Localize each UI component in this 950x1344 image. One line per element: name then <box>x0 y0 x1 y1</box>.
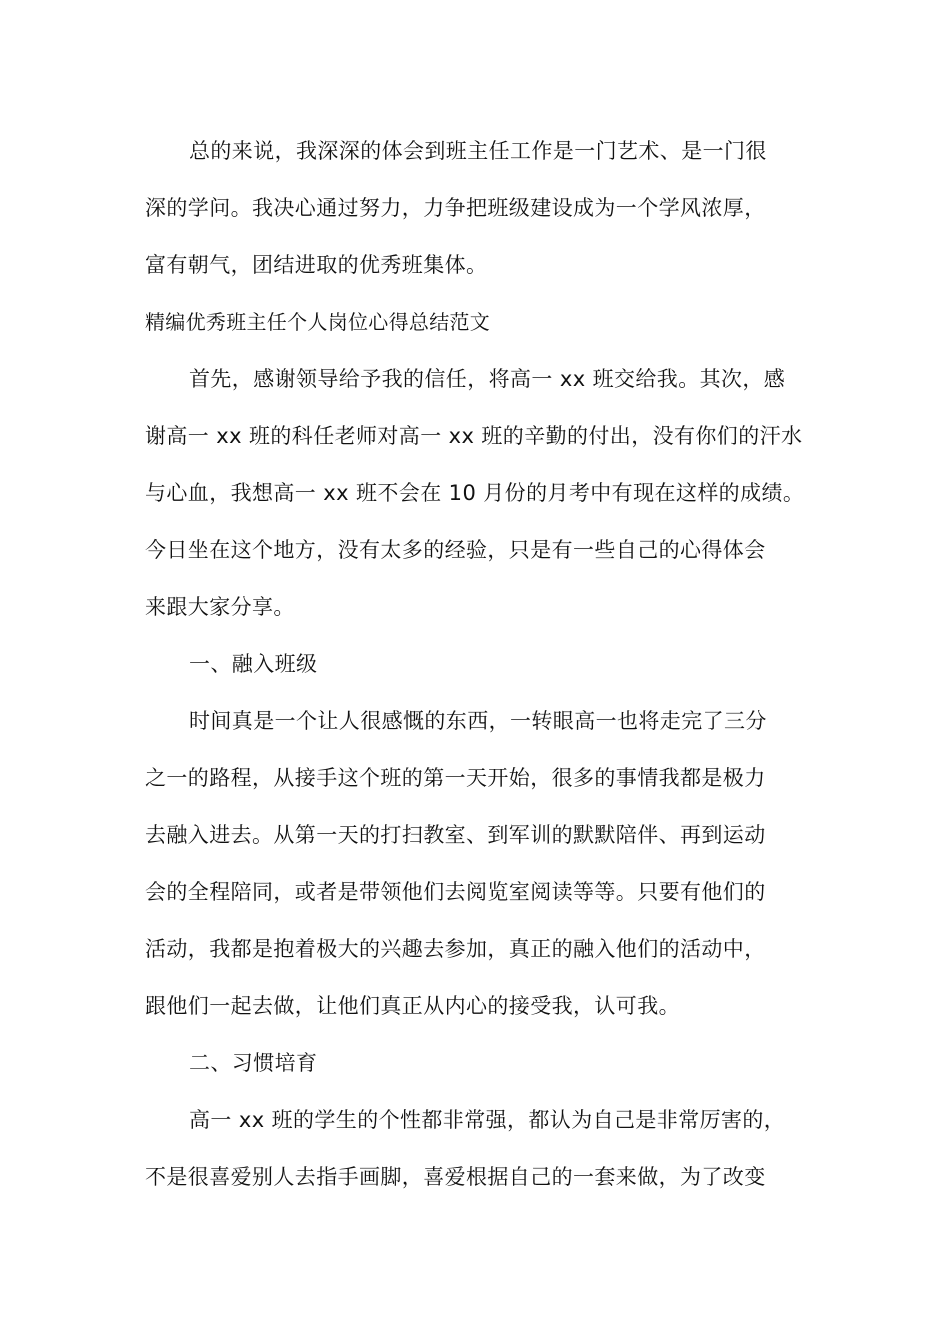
paragraph-line: 首先，感谢领导给予我的信任，将高一 xx 班交给我。其次，感 <box>189 367 786 391</box>
paragraph-line: 之一的路程，从接手这个班的第一天开始，很多的事情我都是极力 <box>145 766 766 790</box>
paragraph-line: 去融入进去。从第一天的打扫教室、到军训的默默陪伴、再到运动 <box>145 823 766 847</box>
subheading: 二、习惯培育 <box>189 1051 318 1075</box>
subheading: 一、融入班级 <box>189 652 318 676</box>
paragraph-line: 时间真是一个让人很感慨的东西，一转眼高一也将走完了三分 <box>189 709 767 733</box>
paragraph-line: 深的学问。我决心通过努力，力争把班级建设成为一个学风浓厚， <box>145 196 766 220</box>
paragraph-line: 与心血，我想高一 xx 班不会在 10 月份的月考中有现在这样的成绩。 <box>145 481 805 505</box>
section-title: 精编优秀班主任个人岗位心得总结范文 <box>145 310 491 334</box>
paragraph-line: 今日坐在这个地方，没有太多的经验，只是有一些自己的心得体会 <box>145 538 766 562</box>
paragraph-line: 会的全程陪同，或者是带领他们去阅览室阅读等等。只要有他们的 <box>145 880 766 904</box>
paragraph-line: 富有朝气，团结进取的优秀班集体。 <box>145 253 488 277</box>
paragraph-line: 谢高一 xx 班的科任老师对高一 xx 班的辛勤的付出，没有你们的汗水 <box>145 424 803 448</box>
paragraph-line: 来跟大家分享。 <box>145 595 295 619</box>
paragraph-line: 高一 xx 班的学生的个性都非常强，都认为自己是非常厉害的， <box>189 1108 786 1132</box>
paragraph-line: 跟他们一起去做，让他们真正从内心的接受我，认可我。 <box>145 994 680 1018</box>
paragraph-line: 活动，我都是抱着极大的兴趣去参加，真正的融入他们的活动中， <box>145 937 766 961</box>
paragraph-line: 总的来说，我深深的体会到班主任工作是一门艺术、是一门很 <box>189 139 767 163</box>
paragraph-line: 不是很喜爱别人去指手画脚，喜爱根据自己的一套来做，为了改变 <box>145 1165 766 1189</box>
